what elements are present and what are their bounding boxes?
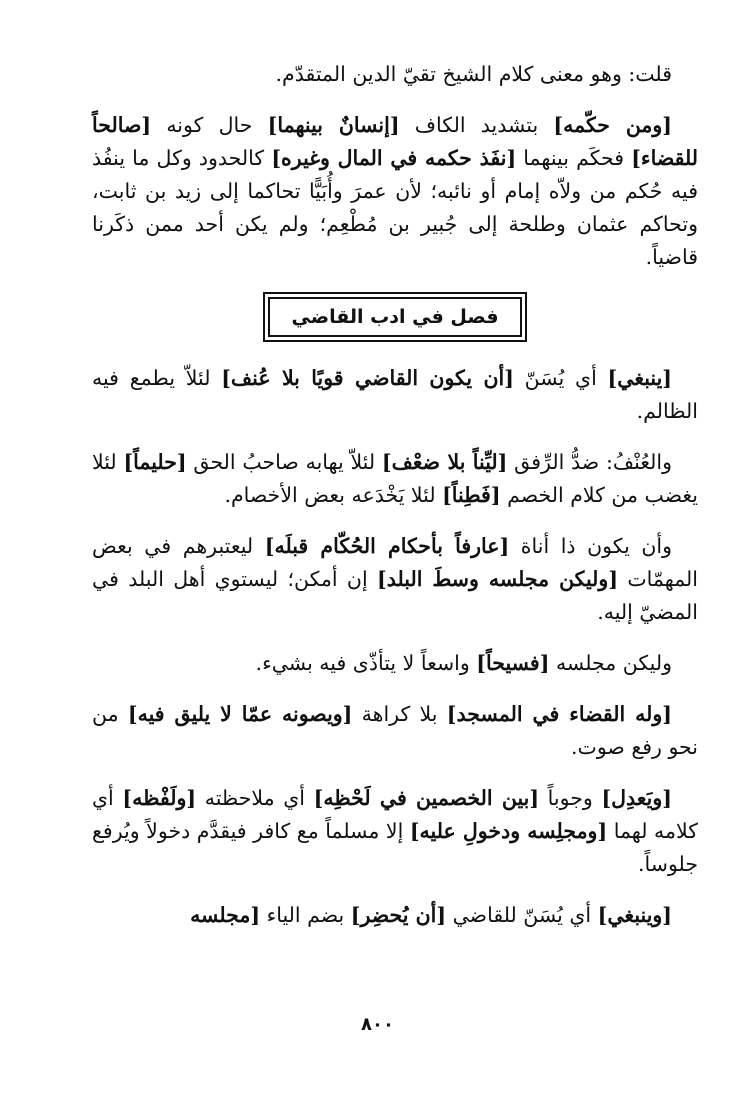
page-body bbox=[92, 58, 698, 950]
bold-text-segment: [ولَفْظه] bbox=[122, 786, 197, 810]
paragraph bbox=[92, 899, 698, 932]
bold-text-segment: [فَطِناً] bbox=[442, 483, 501, 507]
bold-text-segment: [ينبغي] bbox=[607, 366, 672, 390]
paragraph bbox=[92, 109, 698, 274]
section-heading: فصل في ادب القاضي bbox=[268, 297, 522, 337]
text-segment: أي يُسَنّ للقاضي bbox=[446, 903, 598, 927]
bold-text-segment: [إنسانٌ بينهما] bbox=[267, 113, 400, 137]
paragraph bbox=[92, 530, 698, 629]
bold-text-segment: [ويصونه عمّا لا يليق فيه] bbox=[127, 702, 353, 726]
bold-text-segment: [ويَعدِل] bbox=[601, 786, 672, 810]
text-segment: بلا كراهة bbox=[352, 702, 447, 726]
text-segment: كالحدود وكل ما ينفُذ فيه حُكم من ولاّه إمام أو نائبه؛ لأن عمرَ وأُبَيًّا تحاكما إلى زيد بن ثابت، وتحاكم عثمان وطلحة إلى جُبير بن مُطْعِم؛ ولم يكن أحد ممن ذكَرنا قاضياً. bbox=[92, 146, 698, 269]
text-segment: أي كلامه لهما bbox=[92, 786, 698, 843]
bold-text-segment: [ومجلِسه ودخولِ عليه] bbox=[409, 819, 608, 843]
bold-text-segment: [أن يُحضِر] bbox=[350, 903, 447, 927]
paragraphs-before bbox=[92, 58, 698, 274]
paragraph bbox=[92, 446, 698, 512]
text-segment: لئلا يغضب من كلام الخصم bbox=[92, 450, 698, 507]
paragraph bbox=[92, 698, 698, 764]
paragraph bbox=[92, 362, 698, 428]
text-segment: إلا مسلماً مع كافر فيقدَّم دخولاً ويُرفع جلوساً. bbox=[92, 819, 698, 876]
paragraph bbox=[92, 58, 698, 91]
text-segment: لئلا يَخْدَعه بعض الأخصام. bbox=[224, 483, 443, 507]
text-segment: قلت: وهو معنى كلام الشيخ تقيّ الدين المتقدّم. bbox=[275, 62, 672, 86]
bold-text-segment: [وله القضاء في المسجد] bbox=[446, 702, 672, 726]
bold-text-segment: [نفَذ حكمه في المال وغيره] bbox=[271, 146, 517, 170]
bold-text-segment: [وينبغي] bbox=[597, 903, 672, 927]
text-segment: لئلاّ يهابه صاحبُ الحق bbox=[186, 450, 382, 474]
bold-text-segment: [عارفاً بأحكام الحُكّام قبلَه] bbox=[264, 534, 510, 558]
bold-text-segment: [مجلسه bbox=[190, 903, 261, 927]
text-segment: فحكَم بينهما bbox=[516, 146, 632, 170]
bold-text-segment: [ليِّناً بلا ضعْف] bbox=[381, 450, 508, 474]
text-segment: لئلاّ يطمع فيه الظالم. bbox=[92, 366, 698, 423]
text-segment: واسعاً لا يتأذّى فيه بشيء. bbox=[255, 651, 477, 675]
bold-text-segment: [صالحاً للقضاء] bbox=[92, 113, 698, 170]
text-segment: أي يُسَنّ bbox=[513, 366, 608, 390]
section-heading-wrap bbox=[92, 292, 698, 342]
text-segment: من نحو رفع صوت. bbox=[92, 702, 698, 759]
text-segment: والعُنْفُ: ضدُّ الرِّفق bbox=[507, 450, 672, 474]
bold-text-segment: [وليكن مجلسه وسطَ البلد] bbox=[377, 567, 619, 591]
bold-text-segment: [بين الخصمين في لَحْظِه] bbox=[313, 786, 540, 810]
paragraphs-after bbox=[92, 362, 698, 932]
section-heading-frame bbox=[263, 292, 527, 342]
text-segment: وليكن مجلسه bbox=[549, 651, 672, 675]
bold-text-segment: [فسيحاً] bbox=[476, 651, 550, 675]
text-segment: أي ملاحظته bbox=[196, 786, 314, 810]
bold-text-segment: [ومن حكّمه] bbox=[553, 113, 672, 137]
text-segment: ليعتبرهم في بعض المهمّات bbox=[92, 534, 699, 591]
text-segment: وجوباً bbox=[539, 786, 602, 810]
bold-text-segment: [حليماً] bbox=[123, 450, 187, 474]
text-segment: بتشديد الكاف bbox=[399, 113, 554, 137]
bold-text-segment: [أن يكون القاضي قويًا بلا عُنف] bbox=[221, 366, 514, 390]
page-number: ٨٠٠ bbox=[361, 1014, 394, 1035]
text-segment: إن أمكن؛ ليستوي أهل البلد في المضيّ إليه. bbox=[92, 567, 698, 624]
paragraph bbox=[92, 647, 698, 680]
paragraph bbox=[92, 782, 698, 881]
text-segment: بضم الياء bbox=[260, 903, 351, 927]
text-segment: حال كونه bbox=[151, 113, 268, 137]
text-segment: وأن يكون ذا أناة bbox=[509, 534, 672, 558]
